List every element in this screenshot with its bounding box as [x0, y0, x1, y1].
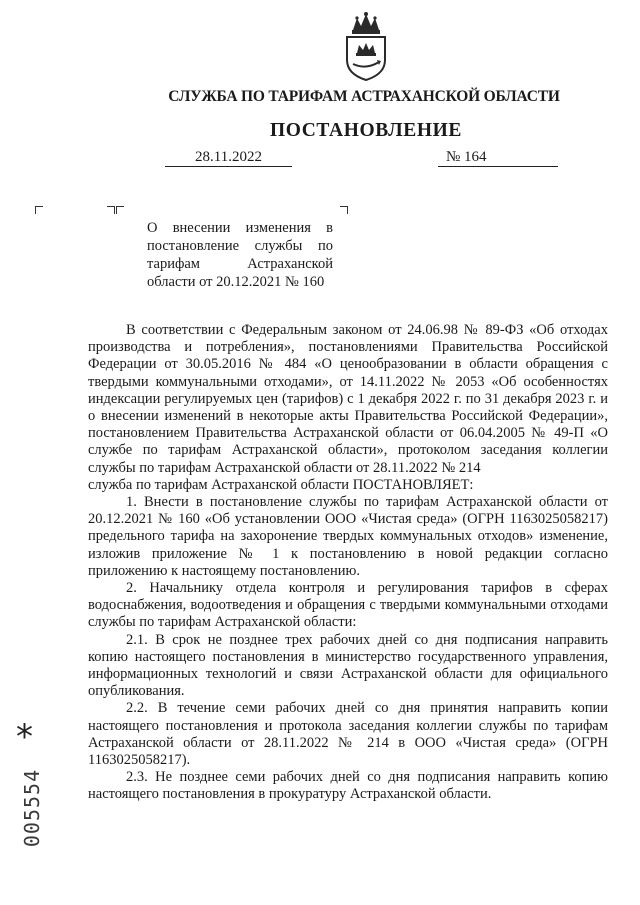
stamp-asterisk: * — [16, 717, 33, 757]
item-2-1-paragraph: 2.1. В срок не позднее трех рабочих дней со дня подписания направить копию настоящего постановления в министерство государственного управления, информационных технологий и связи Астраханской области для официального опубликования. — [88, 631, 608, 700]
item-1-paragraph: 1. Внести в постановление службы по тарифам Астраханской области от 20.12.2021 № 160 «Об установлении ООО «Чистая среда» (ОГРН 1163025058217) предельного тарифа на захоронение твердых коммунальных отходов» изменение, изложив приложение № 1 к постановлению в новой редакции согласно приложению к настоящему постановлению. — [88, 494, 608, 579]
corner-mark — [35, 206, 43, 214]
coat-of-arms-icon — [339, 10, 393, 82]
item-2-3-paragraph: 2.3. Не позднее семи рабочих дней со дня подписания направить копию настоящего постановления в прокуратуру Астраханской области. — [88, 769, 608, 803]
corner-mark — [340, 206, 348, 214]
document-date: 28.11.2022 — [165, 148, 292, 167]
resolution-line: служба по тарифам Астраханской области ПОСТАНОВЛЯЕТ: — [88, 476, 474, 493]
document-body — [88, 322, 608, 804]
item-2-paragraph: 2. Начальнику отдела контроля и регулирования тарифов в сферах водоснабжения, водоотведения и обращения с твердыми коммунальными отходами службы по тарифам Астраханской области: — [88, 580, 608, 631]
document-number: № 164 — [438, 148, 558, 167]
preamble-paragraph: В соответствии с Федеральным законом от 24.06.98 № 89-ФЗ «Об отходах производства и потребления», постановлениями Правительства Российской Федерации от 30.05.2016 № 484 «О ценообразовании в области обращения с твердыми коммунальными отходами», от 14.11.2022 № 2053 «Об особенностях индексации регулируемых цен (тарифов) с 1 декабря 2022 г. по 31 декабря 2023 г. и о внесении изменений в некоторые акты Правительства Российской Федерации», постановлением Правительства Астраханской области от 06.04.2005 № 49-П «О службе по тарифам Астраханской области», протоколом заседания коллегии службы по тарифам Астраханской области от 28.11.2022 № 214 — [88, 322, 608, 476]
document-subject: О внесении изменения в постановление службы по тарифам Астраханской области от 20.12.2021 № 160 — [147, 220, 333, 290]
item-2-2-paragraph: 2.2. В течение семи рабочих дней со дня принятия направить копии настоящего постановления и протокола заседания коллегии службы по тарифам Астраханской области от 28.11.2022 № 214 в ООО «Чистая среда» (ОГРН 1163025058217). — [88, 700, 608, 769]
corner-mark — [107, 206, 115, 214]
document-type-heading: ПОСТАНОВЛЕНИЕ — [269, 120, 463, 141]
organization-title: СЛУЖБА ПО ТАРИФАМ АСТРАХАНСКОЙ ОБЛАСТИ — [168, 88, 560, 105]
corner-mark — [116, 206, 124, 214]
stamp-serial-number: 005554 — [20, 768, 44, 848]
